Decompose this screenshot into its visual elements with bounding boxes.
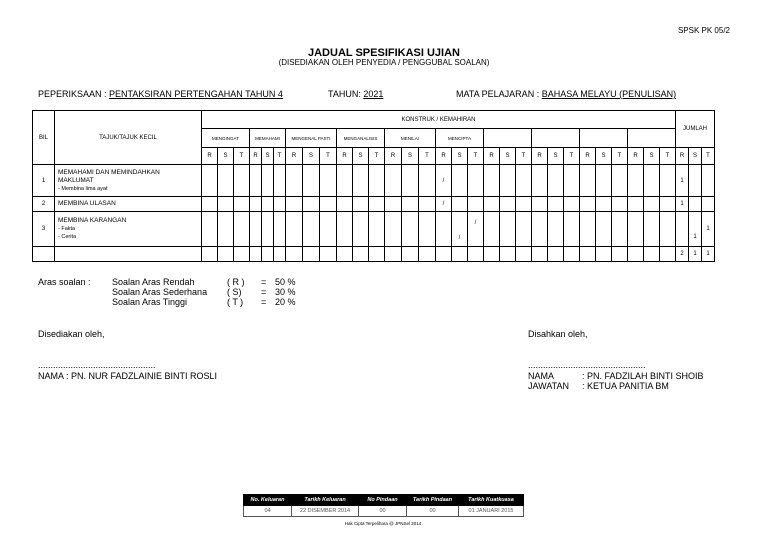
totals-row bbox=[33, 247, 715, 262]
copyright: Hak Cipta Terpelihara @ JPNSel 2014 bbox=[344, 521, 422, 526]
total-t: 1 bbox=[702, 212, 715, 247]
topic-line: - Cerita bbox=[58, 234, 77, 240]
total-r bbox=[676, 212, 689, 247]
level-label: R bbox=[484, 148, 500, 165]
level-label: R bbox=[580, 148, 596, 165]
footer-header: No Pindaan bbox=[359, 495, 407, 506]
exam-value: PENTAKSIRAN PERTENGAHAN TAHUN 4 bbox=[109, 89, 283, 99]
total-s: 1 bbox=[689, 212, 702, 247]
level-label: R bbox=[250, 148, 262, 165]
document-control-table bbox=[243, 494, 524, 517]
footer-value: 04 bbox=[244, 506, 292, 517]
level-label: S bbox=[303, 148, 320, 165]
level-label: T bbox=[612, 148, 628, 165]
prepared-label: Disediakan oleh, bbox=[38, 329, 105, 339]
row-bil: 3 bbox=[33, 212, 55, 247]
level-label: T bbox=[320, 148, 337, 165]
skill-header: MENGINGAT bbox=[202, 129, 250, 148]
approved-post-label: JAWATAN bbox=[528, 381, 569, 391]
prepared-signature-line: ............................................... bbox=[38, 360, 156, 370]
table-row bbox=[33, 165, 715, 197]
exam-info bbox=[38, 89, 283, 99]
level-label: S bbox=[353, 148, 369, 165]
level-label: S bbox=[548, 148, 564, 165]
grand-total-s: 1 bbox=[689, 247, 702, 262]
total-header: JUMLAH bbox=[676, 111, 715, 148]
specification-table bbox=[32, 110, 715, 262]
row-topic bbox=[55, 197, 202, 212]
skill-header: MEMAHAMI bbox=[250, 129, 286, 148]
year-value: 2021 bbox=[363, 89, 384, 99]
aras-code: ( R ) bbox=[227, 277, 245, 287]
level-label: R bbox=[337, 148, 353, 165]
exam-label: PEPERIKSAAN : bbox=[38, 89, 107, 99]
approved-signature-line: ............................................... bbox=[528, 360, 646, 370]
level-label: T bbox=[369, 148, 385, 165]
document-subtitle: (DISEDIAKAN OLEH PENYEDIA / PENGGUBAL SOALAN) bbox=[278, 58, 490, 67]
level-label: S bbox=[689, 148, 702, 165]
aras-name: Soalan Aras Rendah bbox=[112, 277, 195, 287]
grand-total-t: 1 bbox=[702, 247, 715, 262]
topic-line: MEMBINA ULASAN bbox=[58, 200, 116, 207]
aras-name: Soalan Aras Tinggi bbox=[112, 297, 188, 307]
level-label: R bbox=[436, 148, 452, 165]
aras-pct: 20 % bbox=[275, 297, 296, 307]
skill-header-empty bbox=[628, 129, 676, 148]
total-s bbox=[689, 165, 702, 197]
approved-name-label: NAMA bbox=[528, 371, 555, 381]
topic-line: MEMBINA KARANGAN bbox=[58, 217, 127, 224]
row-bil: 1 bbox=[33, 165, 55, 197]
footer-value: 01 JANUARI 2015 bbox=[459, 506, 524, 517]
footer-value: 22 DISEMBER 2014 bbox=[292, 506, 359, 517]
level-label: R bbox=[532, 148, 548, 165]
footer-header: No. Keluaran bbox=[244, 495, 292, 506]
aras-eq: = bbox=[261, 287, 267, 297]
level-label: T bbox=[702, 148, 715, 165]
topic-line: MAKLUMAT bbox=[58, 176, 94, 184]
prepared-name: NAMA : PN. NUR FADZLAINIE BINTI ROSLI bbox=[38, 371, 218, 381]
level-label: T bbox=[468, 148, 484, 165]
footer-value: 00 bbox=[407, 506, 459, 517]
footer-header: Tarikh Keluaran bbox=[292, 495, 359, 506]
level-label: S bbox=[452, 148, 468, 165]
skill-header: MENCIPTA bbox=[436, 129, 484, 148]
skill-header-empty bbox=[532, 129, 580, 148]
subject-info bbox=[456, 89, 676, 99]
aras-name: Soalan Aras Sederhana bbox=[112, 287, 208, 297]
level-label: S bbox=[644, 148, 660, 165]
aras-eq: = bbox=[261, 297, 267, 307]
aras-pct: 50 % bbox=[275, 277, 296, 287]
aras-code: ( T ) bbox=[227, 297, 244, 307]
level-label: R bbox=[202, 148, 218, 165]
approved-name-value: : PN. FADZILAH BINTI SHOIB bbox=[582, 371, 704, 381]
footer-header: Tarikh Pindaan bbox=[407, 495, 459, 506]
approved-post-value: : KETUA PANITIA BM bbox=[582, 381, 669, 391]
aras-row bbox=[112, 277, 195, 287]
level-label: S bbox=[262, 148, 274, 165]
level-label: S bbox=[596, 148, 612, 165]
level-label: T bbox=[564, 148, 580, 165]
aras-pct: 30 % bbox=[275, 287, 296, 297]
aras-eq: = bbox=[261, 277, 267, 287]
subject-value: BAHASA MELAYU (PENULISAN) bbox=[541, 89, 677, 99]
total-s bbox=[689, 197, 702, 212]
year-label: TAHUN: bbox=[328, 89, 361, 99]
level-label: S bbox=[402, 148, 419, 165]
row-topic bbox=[55, 165, 202, 197]
mark-cell: / bbox=[436, 197, 452, 212]
level-label: T bbox=[419, 148, 436, 165]
construct-header: KONSTRUK / KEMAHIRAN bbox=[202, 111, 676, 129]
level-label: T bbox=[274, 148, 286, 165]
level-label: S bbox=[218, 148, 234, 165]
total-t bbox=[702, 197, 715, 212]
aras-code: ( S) bbox=[227, 287, 242, 297]
document-code: SPSK PK 05/2 bbox=[677, 26, 730, 35]
skill-header: MENGENAL PASTI bbox=[286, 129, 337, 148]
row-bil: 2 bbox=[33, 197, 55, 212]
skill-header-empty bbox=[484, 129, 532, 148]
bil-header: BIL bbox=[33, 111, 55, 165]
level-label: S bbox=[500, 148, 516, 165]
mark-cell: / bbox=[452, 212, 468, 247]
row-topic bbox=[55, 212, 202, 247]
table-row bbox=[33, 197, 715, 212]
level-label: R bbox=[676, 148, 689, 165]
level-label: R bbox=[286, 148, 303, 165]
year-info bbox=[328, 89, 383, 99]
level-label: R bbox=[628, 148, 644, 165]
subject-label: MATA PELAJARAN : bbox=[456, 89, 540, 99]
total-r: 1 bbox=[676, 197, 689, 212]
level-label: T bbox=[234, 148, 250, 165]
level-label: T bbox=[516, 148, 532, 165]
level-label: R bbox=[385, 148, 402, 165]
topic-line: - Membina lima ayat bbox=[58, 185, 108, 192]
skill-header-empty bbox=[580, 129, 628, 148]
total-r: 1 bbox=[676, 165, 689, 197]
table-row bbox=[33, 212, 715, 247]
footer-value: 00 bbox=[359, 506, 407, 517]
approved-label: Disahkan oleh, bbox=[528, 329, 588, 339]
aras-label: Aras soalan : bbox=[38, 277, 91, 287]
level-label: T bbox=[660, 148, 676, 165]
total-t bbox=[702, 165, 715, 197]
mark-cell: / bbox=[436, 165, 452, 197]
mark-cell: / bbox=[468, 212, 484, 247]
skill-header: MENILAI bbox=[385, 129, 436, 148]
topic-line: - Fakta bbox=[58, 226, 76, 232]
document-title: JADUAL SPESIFIKASI UJIAN bbox=[308, 47, 460, 59]
topic-header: TAJUK/TAJUK KECIL bbox=[55, 111, 202, 165]
footer-header: Tarikh Kuatkuasa bbox=[459, 495, 524, 506]
grand-total-r: 2 bbox=[676, 247, 689, 262]
skill-header: MENGANALISIS bbox=[337, 129, 385, 148]
topic-line: MEMAHAMI DAN MEMINDAHKAN bbox=[58, 168, 160, 176]
